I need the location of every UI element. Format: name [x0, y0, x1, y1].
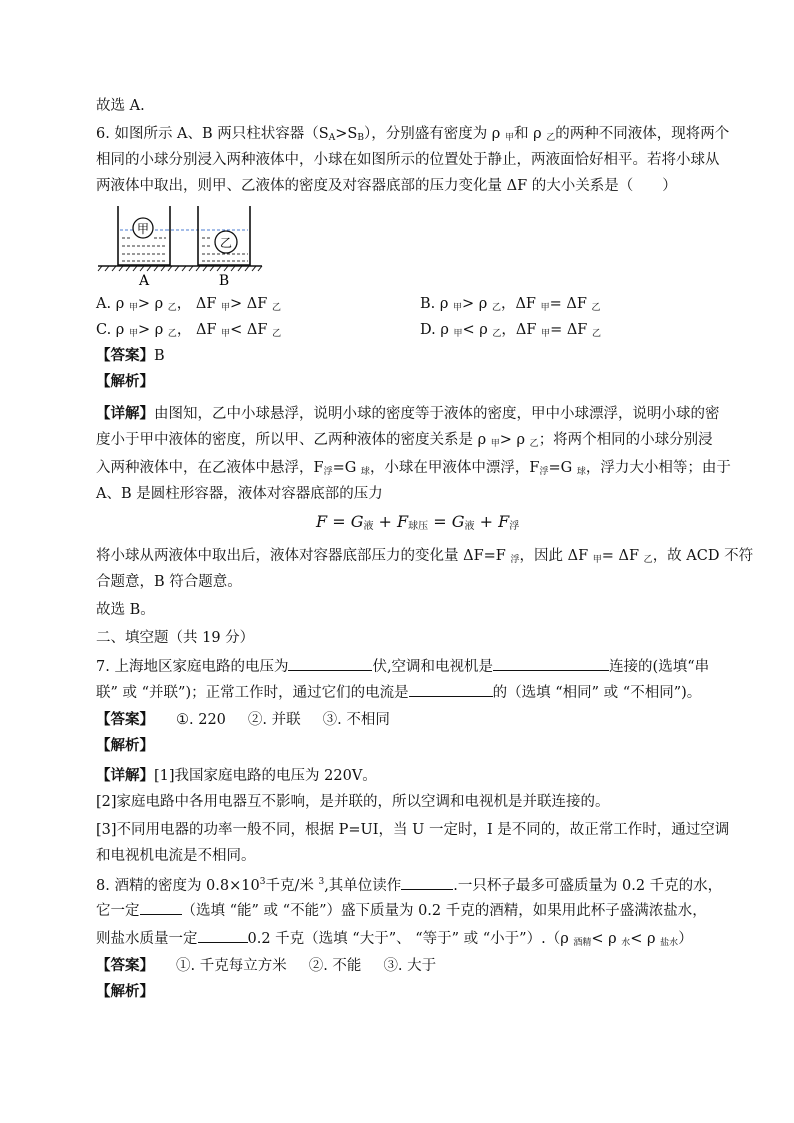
q8-stem-line3: 则盐水质量一定 0.2 千克（选填 “大于”、 “等于” 或 “小于”）.（ρ $_{酒精}$< ρ $_水$< ρ $_{盐水}$）	[96, 928, 693, 953]
ball-yi-label: 乙	[219, 236, 233, 250]
q8-answer: 【答案】 ①. 千克每立方米 ②. 不能 ③. 大于	[96, 957, 437, 974]
q7-stem-line2: 联” 或 “并联”)；正常工作时，通过它们的电流是 的（选填 “相同” 或 “不相同”)。	[96, 682, 701, 703]
q7-answer: 【答案】 ①. 220 ②. 并联 ③. 不相同	[96, 711, 390, 728]
q8-blank-3	[198, 928, 248, 943]
q7-detail-2: [2]家庭电路中各用电器互不影响，是并联的，所以空调和电视机是并联连接的。	[96, 794, 610, 810]
ball-jia-label: 甲	[136, 222, 150, 236]
container-b-label: B	[218, 273, 230, 288]
q6-option-a: A. ρ $_甲$> ρ $_乙$， ΔF $_甲$> ΔF $_乙$	[96, 296, 281, 313]
q6-detail-line6: 合题意，B 符合题意。	[96, 574, 242, 590]
q7-analysis-label: 【解析】	[96, 737, 154, 754]
q7-stem-line1: 7. 上海地区家庭电路的电压为 伏,空调和电视机是 连接的(选填“串	[96, 656, 709, 677]
q6-option-c: C. ρ $_甲$> ρ $_乙$， ΔF $_甲$< ΔF $_乙$	[96, 322, 282, 339]
q7-blank-1	[288, 656, 372, 671]
q8-blank-1	[401, 875, 453, 890]
q6-detail-line5: 将小球从两液体中取出后，液体对容器底部压力的变化量 ΔF=F $_浮$，因此 ΔF $_甲$= ΔF $_乙$，故 ACD 不符	[96, 548, 754, 565]
q6-option-b: B. ρ $_甲$> ρ $_乙$，ΔF $_甲$= ΔF $_乙$	[420, 296, 601, 313]
q6-pressure-formula: $F = G_液 + F_{球压} = G_液 + F_浮$	[316, 512, 520, 532]
section-2-title: 二、填空题（共 19 分）	[96, 630, 255, 646]
q7-detail-3: [3]不同用电器的功率一般不同，根据 P=UI，当 U 一定时，I 是不同的，故正常工作时，通过空调	[96, 822, 730, 838]
q6-container-figure	[96, 204, 266, 288]
q6-answer: 【答案】B	[96, 347, 165, 364]
q8-stem-line2: 它一定 （选填 “能” 或 “不能”）盛下质量为 0.2 千克的酒精，如果用此杯子盛满浓盐水，	[96, 900, 707, 921]
q6-detail-line3: 入两种液体中，在乙液体中悬浮，$F_浮=G$ $_球$，小球在甲液体中漂浮，$F_浮=G$ $_球$，浮力大小相等；由于	[96, 460, 731, 477]
q5-conclusion: 故选 A.	[96, 98, 145, 114]
q6-detail-line4: A、B 是圆柱形容器，液体对容器底部的压力	[96, 486, 383, 502]
q7-detail-1: 【详解】[1]我国家庭电路的电压为 220V。	[96, 767, 377, 784]
q8-blank-2	[140, 900, 182, 915]
container-a-label: A	[138, 273, 150, 288]
q7-blank-2	[493, 656, 609, 671]
q6-option-d: D. ρ $_甲$< ρ $_乙$，ΔF $_甲$= ΔF $_乙$	[420, 322, 601, 339]
q6-detail-line2: 度小于甲中液体的密度，所以甲、乙两种液体的密度关系是 ρ $_甲$> ρ $_乙$；将两个相同的小球分别浸	[96, 432, 713, 449]
q7-detail-4: 和电视机电流是不相同。	[96, 848, 256, 864]
q6-conclusion: 故选 B。	[96, 602, 155, 618]
q6-analysis-label: 【解析】	[96, 373, 154, 390]
q8-stem-line1: 8. 酒精的密度为 $0.8\times 10^3$千克/米 $^3$,其单位读作 .一只杯子最多可盛质量为 0.2 千克的水，	[96, 872, 722, 896]
q7-blank-3	[409, 682, 493, 697]
q6-stem-line2: 相同的小球分别浸入两种液体中，小球在如图所示的位置处于静止，两液面恰好相平。若将小球从	[96, 152, 720, 168]
q6-stem-line1: 6. 如图所示 A、B 两只柱状容器$(S_A>S_B)$，分别盛有密度为 ρ $_甲$和 ρ $_乙$的两种不同液体，现将两个	[96, 126, 730, 143]
q6-detail-line1: 【详解】由图知，乙中小球悬浮，说明小球的密度等于液体的密度，甲中小球漂浮，说明小球的密	[96, 405, 720, 422]
q8-analysis-label: 【解析】	[96, 983, 154, 1000]
q6-stem-line3: 两液体中取出，则甲、乙液体的密度及对容器底部的压力变化量 ΔF 的大小关系是（ ）	[96, 178, 677, 194]
